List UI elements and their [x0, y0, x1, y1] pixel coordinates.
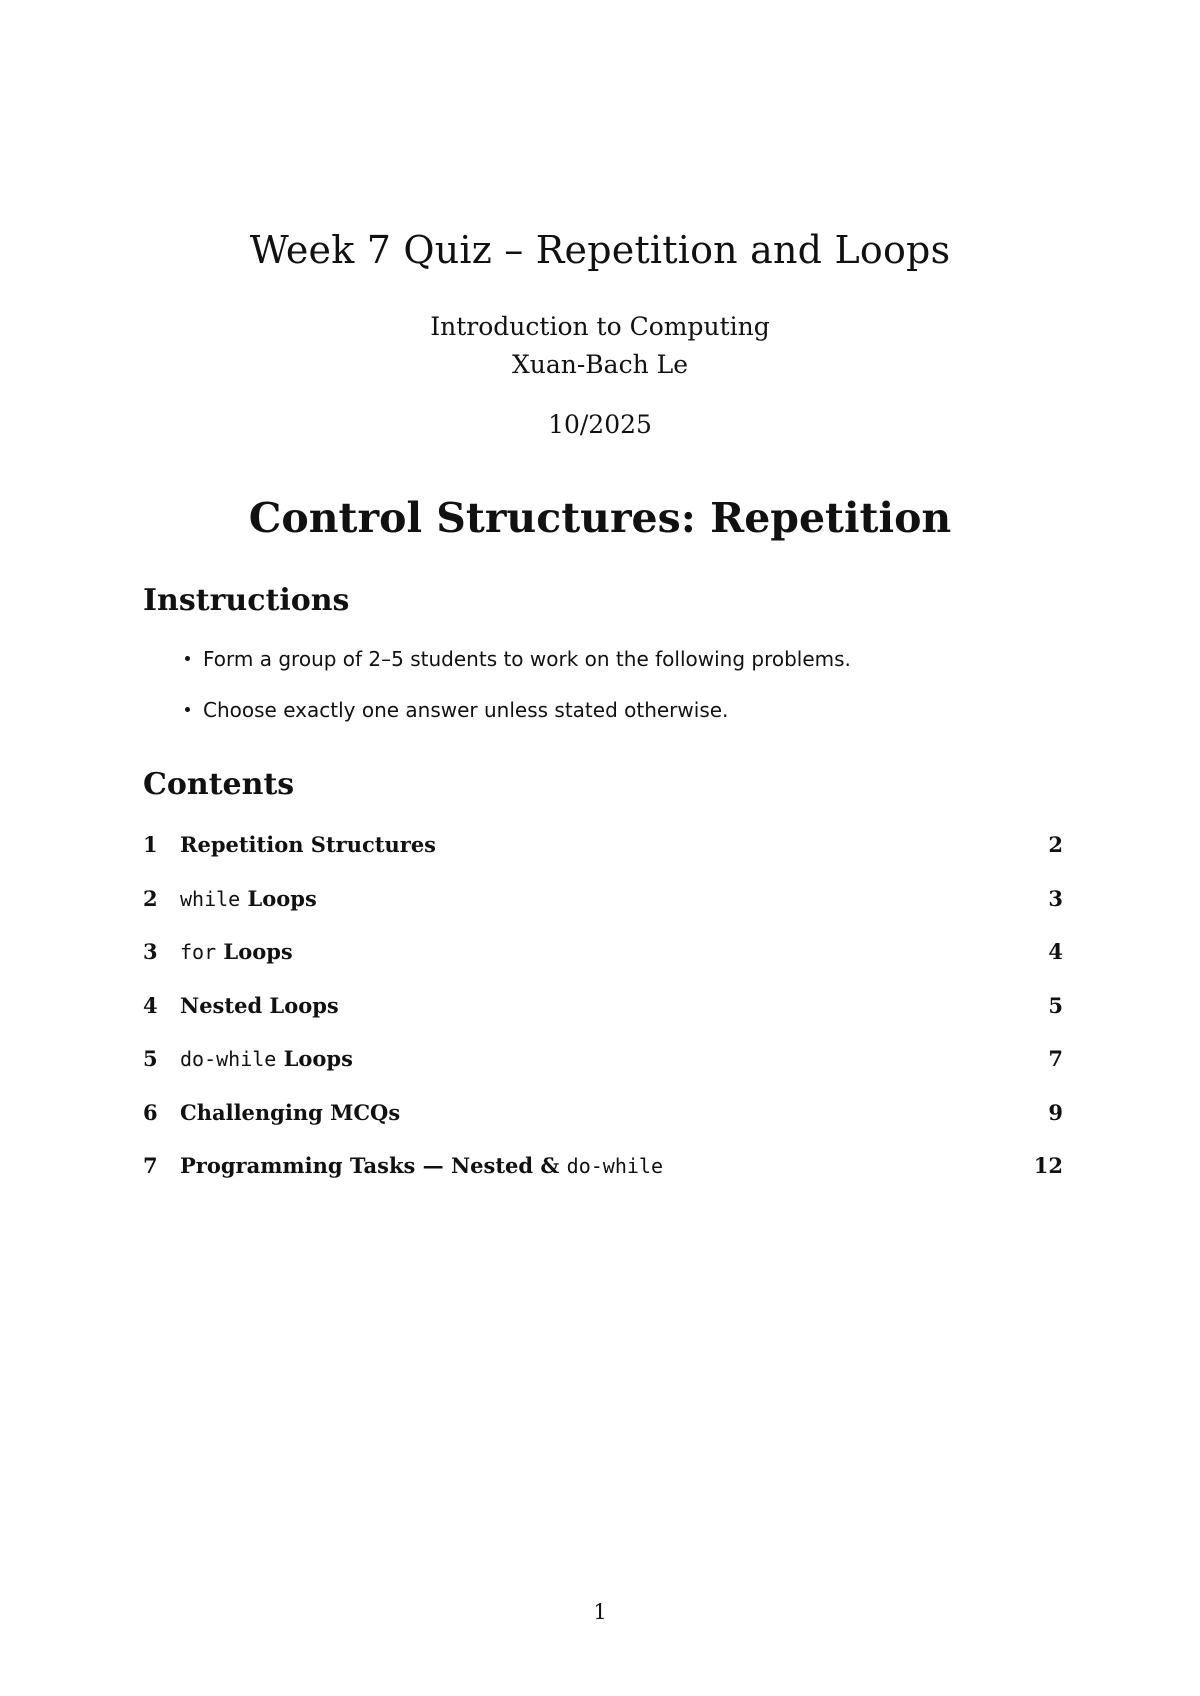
toc-entry-label: [180, 884, 317, 914]
table-of-contents: [143, 830, 1063, 1205]
toc-entry-text: Challenging MCQs: [180, 1099, 401, 1125]
toc-entry-page: 7: [1048, 1046, 1063, 1071]
toc-entry-page: 9: [1048, 1099, 1063, 1125]
toc-entry-label: [180, 1098, 400, 1128]
toc-entry-number: 6: [143, 1099, 158, 1125]
toc-entry[interactable]: [143, 1044, 1063, 1098]
toc-entry-code: while: [180, 886, 241, 911]
toc-entry-page: 12: [1033, 1153, 1063, 1178]
toc-entry-text: Loops: [216, 939, 293, 964]
page-number: 1: [593, 1600, 607, 1624]
toc-entry-label: [180, 1151, 663, 1181]
instruction-text: Form a group of 2–5 students to work on the following problems.: [203, 647, 851, 671]
toc-entry-code: for: [180, 940, 217, 964]
toc-entry[interactable]: [143, 830, 1063, 884]
toc-entry-text: Repetition Structures: [180, 832, 436, 857]
toc-entry-label: [180, 991, 339, 1021]
toc-entry-number: 3: [143, 939, 158, 964]
toc-entry-code: do-while: [180, 1047, 277, 1071]
list-item: [143, 644, 851, 695]
toc-entry-text: Programming Tasks — Nested &: [180, 1153, 567, 1178]
toc-entry-label: [180, 830, 436, 860]
instructions-heading: Instructions: [143, 583, 350, 618]
toc-entry-code: do-while: [566, 1154, 663, 1178]
toc-entry-label: [180, 937, 293, 967]
toc-entry[interactable]: [143, 991, 1063, 1045]
toc-entry-number: 2: [143, 885, 158, 911]
toc-entry-number: 4: [143, 992, 158, 1018]
toc-entry-text: Loops: [240, 885, 317, 911]
toc-entry[interactable]: [143, 1151, 1063, 1205]
document-title: Week 7 Quiz – Repetition and Loops: [249, 228, 951, 272]
toc-entry-text: Nested Loops: [180, 992, 339, 1018]
toc-entry-page: 2: [1048, 832, 1063, 857]
section-title: Control Structures: Repetition: [248, 494, 952, 542]
bullet-icon: [185, 707, 190, 712]
toc-entry[interactable]: [143, 937, 1063, 991]
toc-entry-page: 4: [1048, 939, 1063, 964]
bullet-icon: [185, 656, 190, 661]
toc-entry[interactable]: [143, 884, 1063, 938]
contents-heading: Contents: [143, 767, 295, 802]
instruction-text: Choose exactly one answer unless stated otherwise.: [203, 698, 729, 722]
toc-entry-number: 7: [143, 1153, 158, 1178]
toc-entry-label: [180, 1044, 353, 1074]
toc-entry-number: 5: [143, 1046, 158, 1071]
toc-entry[interactable]: [143, 1098, 1063, 1152]
document-date: 10/2025: [548, 410, 652, 439]
toc-entry-page: 3: [1048, 885, 1063, 911]
toc-entry-text: Loops: [276, 1046, 353, 1071]
list-item: [143, 695, 851, 746]
instructions-list: [143, 644, 851, 746]
author-name: Xuan-Bach Le: [511, 350, 689, 379]
course-name: Introduction to Computing: [430, 312, 770, 341]
toc-entry-number: 1: [143, 832, 158, 857]
toc-entry-page: 5: [1048, 992, 1063, 1018]
